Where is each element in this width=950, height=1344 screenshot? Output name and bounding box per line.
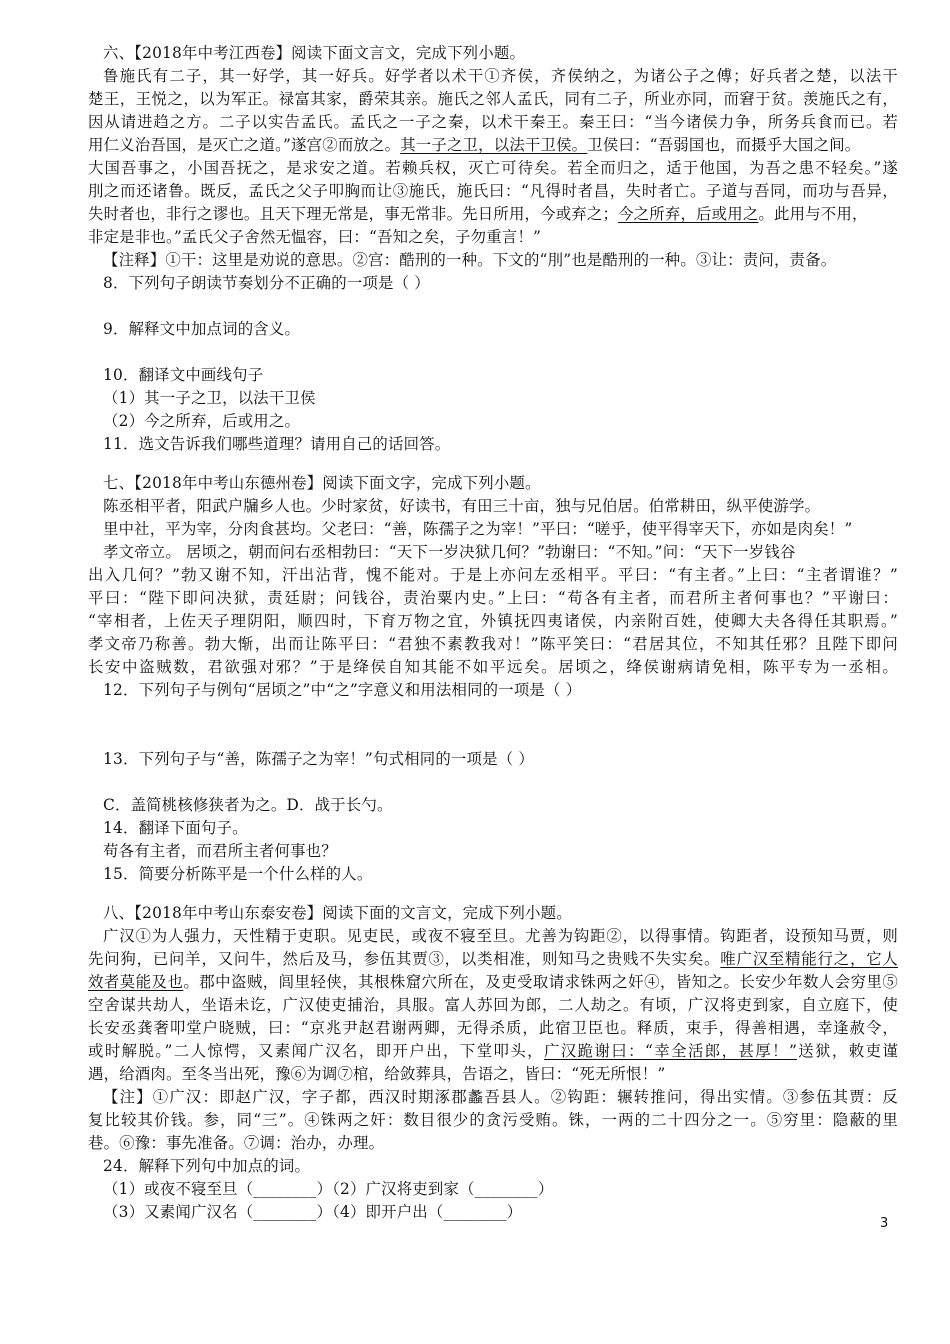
section-8-heading: 八、【2018年中考山东泰安卷】阅读下面的文言文，完成下列小题。 — [103, 904, 572, 922]
question-8: 8．下列句子朗读节奏划分不正确的一项是（ ） — [103, 274, 430, 292]
passage-line: 空舍谋共劫人，坐语未讫，广汉使吏捕治，具服。富人苏回为郎，二人劫之。有顷，广汉将吏到家，自立庭下，使 — [88, 996, 898, 1014]
passage-line: 非定是非也。”孟氏父子舍然无愠容，曰：“吾知之矣，子勿重言！” — [88, 228, 542, 246]
question-15: 15．简要分析陈平是一个什么样的人。 — [103, 865, 373, 883]
section-6-heading: 六、【2018年中考江西卷】阅读下面文言文，完成下列小题。 — [103, 44, 526, 62]
passage-line: 因从请进趋之方。二子以实告孟氏。孟氏之一子之秦，以术干秦王。秦王曰：“当今诸侯力争，所务兵食而已。若 — [88, 113, 898, 131]
passage-line: 出入几何？”勃又谢不知，汗出沾背，愧不能对。于是上亦问左丞相平。平曰：“有主者。”上曰：“主者谓谁？” — [88, 566, 898, 584]
underlined-sentence: 效者莫能及也 — [88, 973, 184, 991]
passage-line: 长安中盗贼数，君欲强对邪？”于是绛侯自知其能不如平远矣。居顷之，绛侯谢病请免相，陈平专为一丞相。 — [88, 658, 898, 676]
question-9: 9．解释文中加点词的含义。 — [103, 320, 301, 338]
passage-line: 或时解脱。”二人惊愕，又素闻广汉名，即开户出，下堂叩头，广汉跪谢曰：“幸全活郎，甚厚！”送狱，敕吏谨 — [88, 1042, 898, 1060]
page-number: 3 — [880, 1216, 889, 1231]
underlined-sentence: 唯广汉至精能行之，它人 — [720, 950, 898, 968]
passage-line: 楚王，王悦之，以为军正。禄富其家，爵荣其亲。施氏之邻人孟氏，同有二子，所业亦同，而窘于贫。羡施氏之有， — [88, 90, 898, 108]
question-12: 12．下列句子与例句“居顷之”中“之”字意义和用法相同的一项是（ ） — [103, 681, 582, 699]
passage-line: “宰相者，上佐天子理阴阳，顺四时，下育万物之宜，外镇抚四夷诸侯，内亲附百姓，使卿大夫各得任其职焉。” — [88, 612, 898, 630]
passage-line: 刖之而还诸鲁。既反，孟氏之父子叩胸而让③施氏，施氏曰：“凡得时者昌，失时者亡。子道与吾同，而功与吾异， — [88, 182, 898, 200]
underlined-sentence: 广汉跪谢曰：“幸全活郎，甚厚！” — [544, 1042, 798, 1060]
passage-line: 孝文帝乃称善。勃大惭，出而让陈平曰：“君独不素教我对！”陈平笑曰：“君居其位，不知其任邪？且陛下即问 — [88, 635, 898, 653]
annotation-note: 巷。⑥豫：事先准备。⑦调：治办，办理。 — [88, 1134, 385, 1152]
passage-line: 广汉①为人强力，天性精于吏职。见吏民，或夜不寝至旦。尤善为钩距②，以得事情。钩距者，设预知马贾，则 — [103, 927, 898, 945]
section-7-heading: 七、【2018年中考山东德州卷】阅读下面文字，完成下列小题。 — [103, 474, 541, 492]
passage-line: 先问狗，已问羊，又问牛，然后及马，参伍其贾③，以类相准，则知马之贵贱不失实矣。唯广汉至精能行之，它人 — [88, 950, 898, 968]
question-13-options-cd: C．盖简桃核修狭者为之。D．战于长勺。 — [103, 796, 393, 814]
underlined-sentence: 其一子之卫，以法干卫侯。 — [400, 136, 588, 154]
passage-line: 鲁施氏有二子，其一好学，其一好兵。好学者以术干①齐侯，齐侯纳之，为诸公子之傅；好兵者之楚，以法干 — [103, 67, 898, 85]
annotation-note: 复比较其价钱。参，同“三”。④铢两之奸：数目很少的贪污受贿。铢，一两的二十四分之一。⑤穷里：隐蔽的里 — [88, 1111, 898, 1129]
passage-line: 陈丞相平者，阳武户牖乡人也。少时家贫，好读书，有田三十亩，独与兄伯居。伯常耕田，纵平使游学。 — [103, 497, 821, 515]
annotation-note: 【注】①广汉：即赵广汉，字子都，西汉时期涿郡蠡吾县人。②钩距：辗转推问，得出实情。③参伍其贾：反 — [103, 1088, 898, 1106]
passage-line: 里中社，平为宰，分肉食甚均。父老曰：“善，陈孺子之为宰！”平曰：“嗟乎，使平得宰天下，亦如是肉矣！” — [103, 520, 853, 538]
question-24-items-1-2: （1）或夜不寝至旦（________）（2）广汉将吏到家（________） — [103, 1180, 554, 1198]
question-24: 24．解释下列句中加点的词。 — [103, 1157, 311, 1175]
underlined-sentence: 今之所弃，后或用之 — [618, 205, 759, 223]
question-10-item-1: （1）其一子之卫，以法干卫侯 — [103, 389, 316, 407]
annotation-note: 【注释】①干：这里是劝说的意思。②宫：酷刑的一种。下文的“刖”也是酷刑的一种。③让：责问，责备。 — [103, 251, 837, 269]
question-14-sentence: 苟各有主者，而君所主者何事也？ — [103, 842, 337, 860]
passage-line: 孝文帝立。 居顷之，朝而问右丞相勃曰：“天下一岁决狱几何？”勃谢曰：“不知。”问：“天下一岁钱谷 — [103, 543, 796, 561]
passage-line: 用仁义治吾国，是灭亡之道。”遂宫②而放之。其一子之卫，以法干卫侯。卫侯曰：“吾弱国也，而摄乎大国之间。 — [88, 136, 861, 154]
passage-line: 长安丞龚奢叩堂户晓贼，曰：“京兆尹赵君谢两卿，无得杀质，此宿卫臣也。释质，束手，得善相遇，幸逢赦令， — [88, 1019, 898, 1037]
question-10: 10．翻译文中画线句子 — [103, 366, 264, 384]
question-10-item-2: （2）今之所弃，后或用之。 — [103, 412, 301, 430]
question-14: 14．翻译下面句子。 — [103, 819, 248, 837]
passage-line: 平曰：“陛下即问决狱，责廷尉；问钱谷，责治粟内史。”上曰：“苟各有主者，而君所主者何事也？”平谢曰： — [88, 589, 898, 607]
passage-line: 大国吾事之，小国吾抚之，是求安之道。若赖兵权，灭亡可待矣。若全而归之，适于他国，为吾之患不轻矣。”遂 — [88, 159, 898, 177]
question-13: 13．下列句子与“善，陈孺子之为宰！”句式相同的一项是（ ） — [103, 750, 534, 768]
passage-line: 失时者也，非行之谬也。且天下理无常是，事无常非。先日所用，今或弃之；今之所弃，后或用之。此用与不用， — [88, 205, 868, 223]
question-24-items-3-4: （3）又素闻广汉名（________）（4）即开户出（________） — [103, 1203, 523, 1221]
passage-line: 效者莫能及也。郡中盗贼，闾里轻侠，其根株窟穴所在，及吏受取请求铢两之奸④，皆知之。长安少年数人会穷里⑤ — [88, 973, 898, 991]
question-11: 11．选文告诉我们哪些道理？请用自己的话回答。 — [103, 435, 451, 453]
passage-line: 遇，给酒肉。至冬当出死，豫⑥为调⑦棺，给敛葬具，告语之，皆曰：“死无所恨！” — [88, 1065, 666, 1083]
